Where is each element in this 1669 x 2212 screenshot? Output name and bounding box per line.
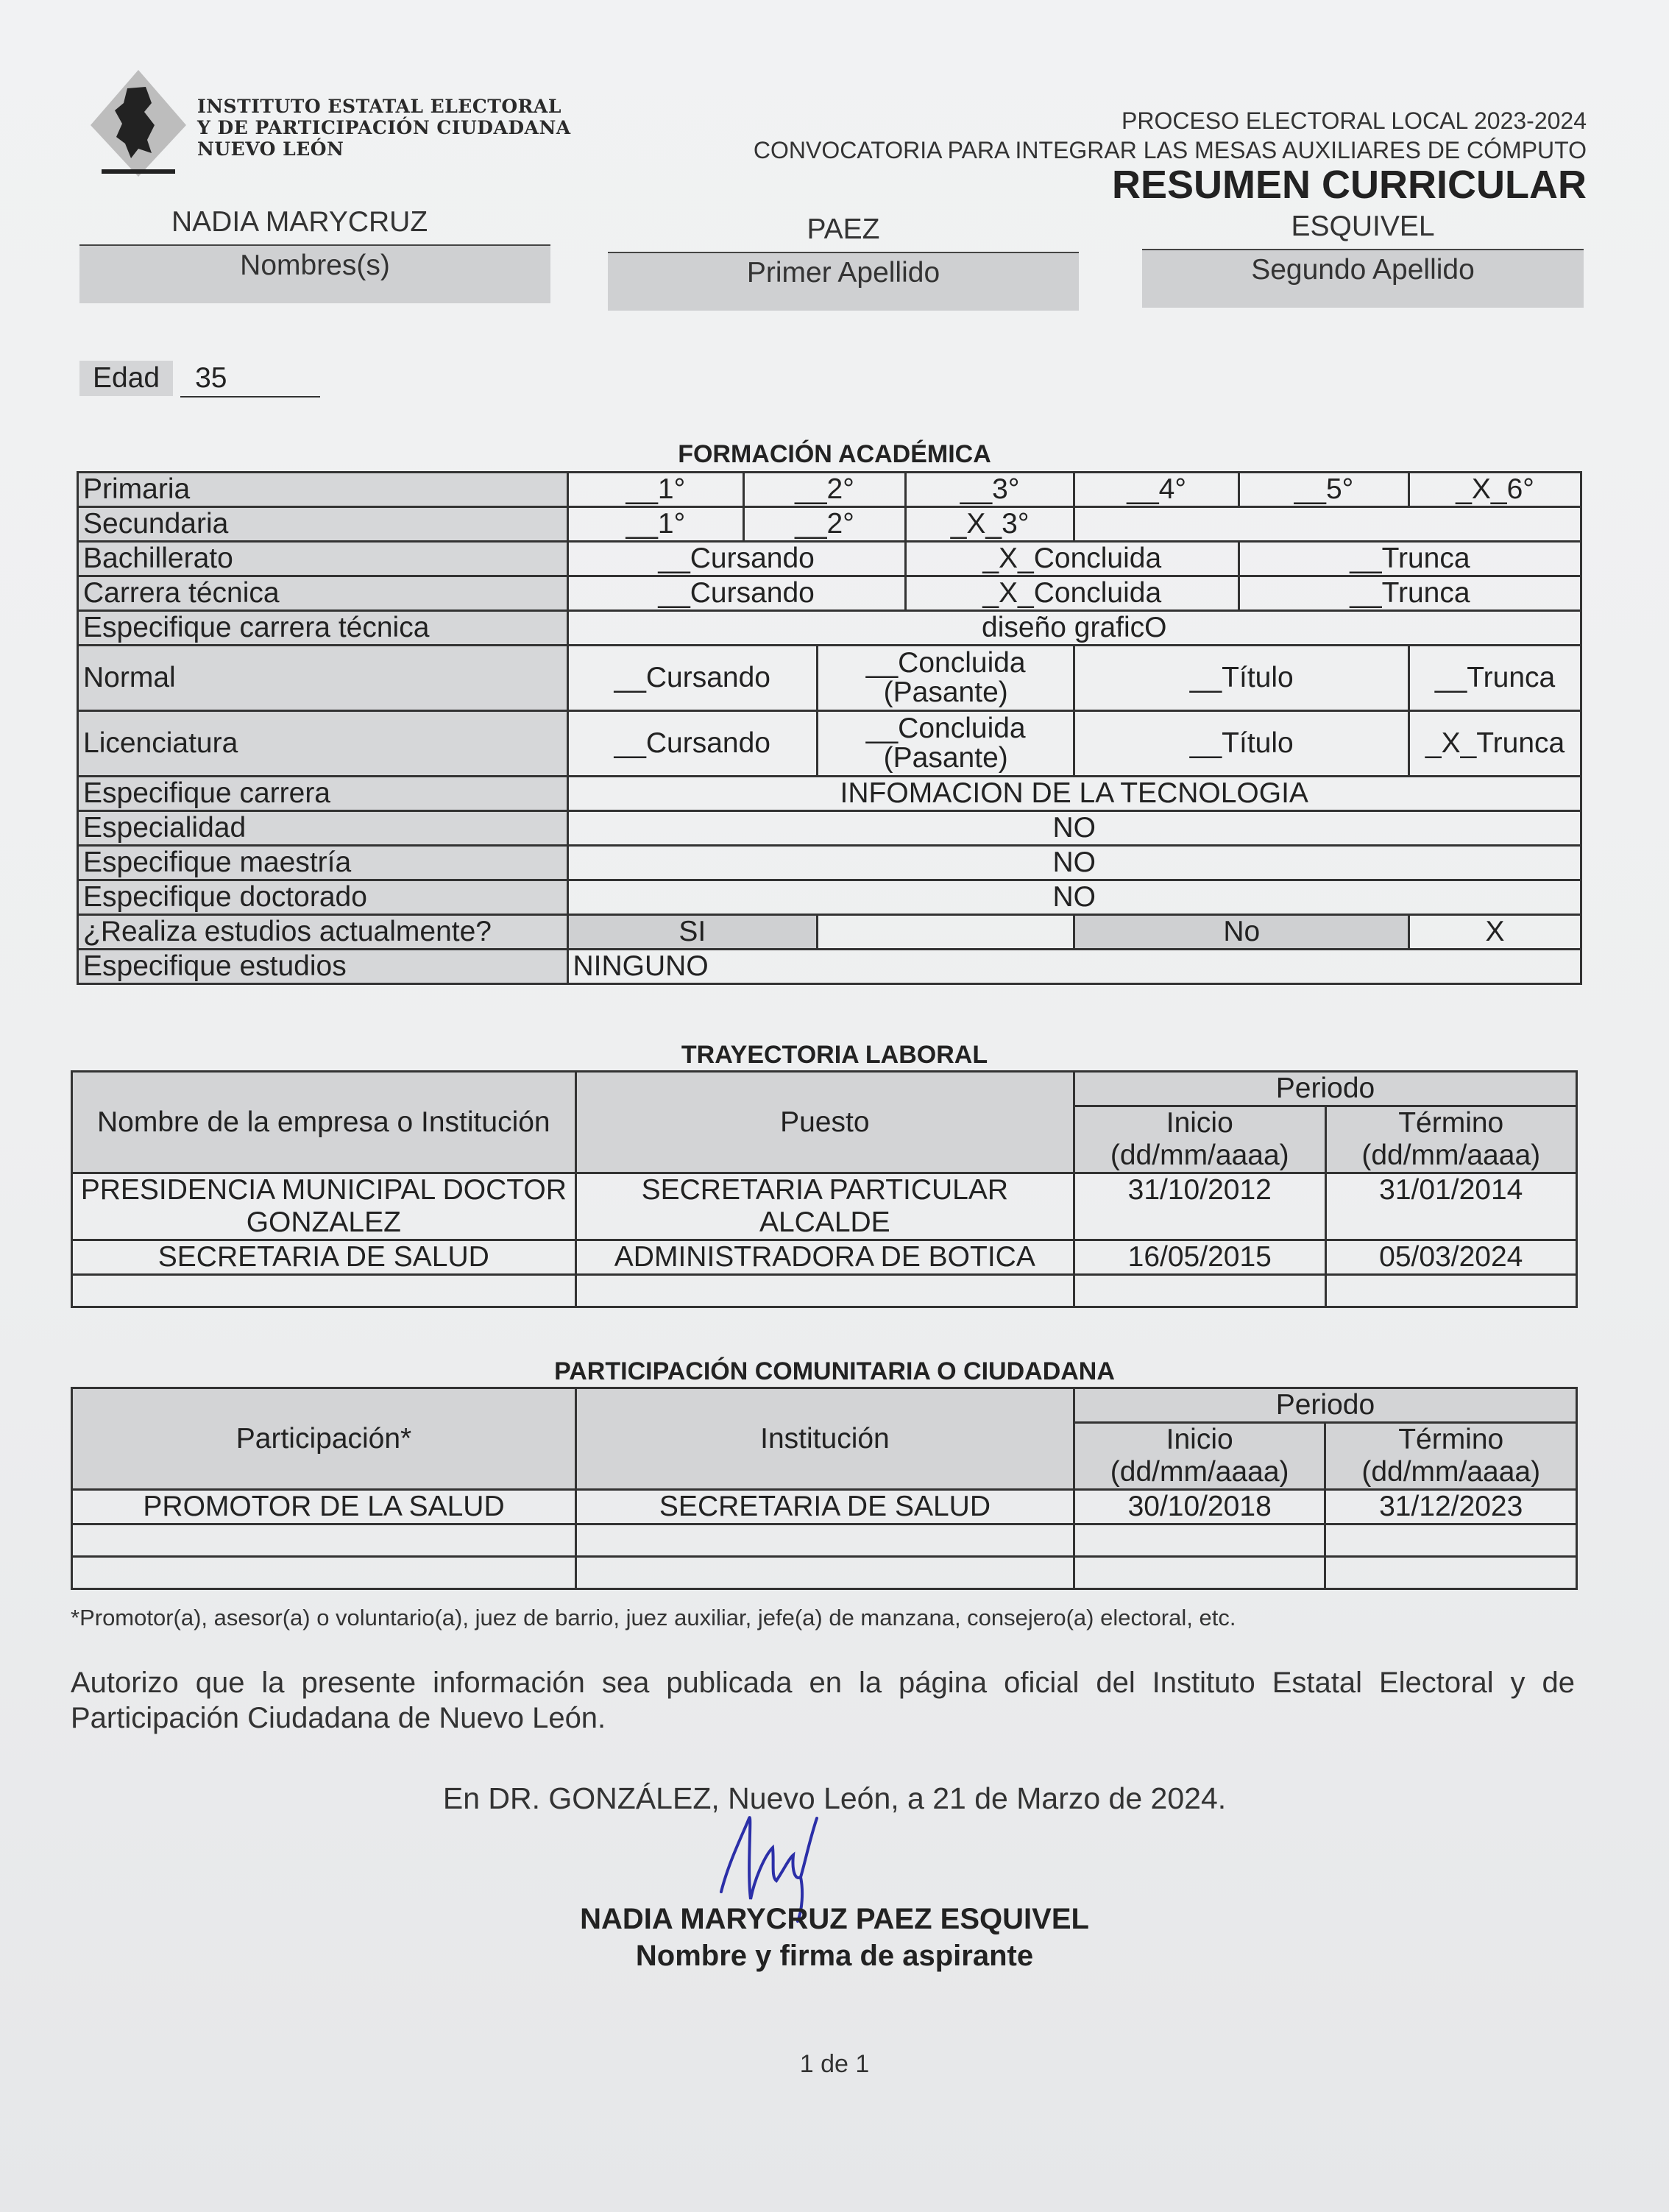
table-cell: Licenciatura: [78, 711, 568, 777]
lugar-fecha: En DR. GONZÁLEZ, Nuevo León, a 21 de Marzo de 2024.: [442, 1781, 1227, 1815]
table-cell: __Trunca: [1409, 646, 1581, 711]
especifique-carrera-row: [78, 777, 1581, 811]
table-cell: ¿Realiza estudios actualmente?: [78, 915, 568, 950]
table-cell: [72, 1524, 576, 1557]
table-cell: __Trunca: [1239, 542, 1581, 576]
secundaria-row: [78, 507, 1581, 542]
table-cell: SECRETARIA PARTICULAR ALCALDE: [575, 1173, 1074, 1240]
table-cell: __Título: [1074, 646, 1409, 711]
process-title: PROCESO ELECTORAL LOCAL 2023-2024: [1121, 107, 1587, 134]
table-cell: 30/10/2018: [1074, 1490, 1325, 1524]
table-cell: 16/05/2015: [1074, 1240, 1325, 1275]
table-row: [72, 1275, 1577, 1307]
autorizacion-text: Autorizo que la presente información sea publicada en la página oficial del Instituto Estatal Electoral y de Participación Ciudadana de Nuevo León.: [71, 1667, 1575, 1734]
especialidad-row: [78, 811, 1581, 846]
bachillerato-row: [78, 542, 1581, 576]
table-cell: ADMINISTRADORA DE BOTICA: [575, 1240, 1074, 1275]
segundo-apellido-field: ESQUIVEL Segundo Apellido: [1142, 205, 1584, 308]
table-cell: No: [1074, 915, 1409, 950]
table-cell: [1074, 1275, 1325, 1307]
table-cell: __5°: [1239, 473, 1408, 507]
table-row: [72, 1173, 1577, 1240]
table-cell: [1074, 1557, 1325, 1589]
table-cell: Especifique doctorado: [78, 880, 568, 915]
iee-logo-icon: [87, 66, 190, 184]
table-cell: NO: [567, 811, 1581, 846]
table-cell: Especifique maestría: [78, 846, 568, 880]
table-cell: Término (dd/mm/aaaa): [1325, 1106, 1577, 1173]
especifique-tecnica-row: [78, 611, 1581, 646]
table-cell: [1074, 1524, 1325, 1557]
licenciatura-row: [78, 711, 1581, 777]
table-row: [72, 1072, 1577, 1106]
table-cell: 31/01/2014: [1325, 1173, 1577, 1240]
table-cell: Inicio (dd/mm/aaaa): [1074, 1106, 1325, 1173]
table-cell: diseño graficO: [567, 611, 1581, 646]
table-cell: X: [1409, 915, 1581, 950]
table-cell: Normal: [78, 646, 568, 711]
firma-nombre: NADIA MARYCRUZ PAEZ ESQUIVEL: [580, 1903, 1089, 1935]
maestria-row: [78, 846, 1581, 880]
table-cell: __Título: [1074, 711, 1409, 777]
table-cell: __Concluida (Pasante): [818, 711, 1074, 777]
table-row: [72, 1557, 1577, 1589]
table-cell: _X_Concluida: [905, 542, 1239, 576]
table-cell: Periodo: [1074, 1388, 1576, 1423]
formacion-title: FORMACIÓN ACADÉMICA: [678, 440, 991, 468]
table-cell: Periodo: [1074, 1072, 1577, 1106]
table-cell: Término (dd/mm/aaaa): [1325, 1423, 1577, 1490]
table-cell: Secundaria: [78, 507, 568, 542]
table-cell: _X_Concluida: [905, 576, 1239, 611]
table-cell: _X_Trunca: [1409, 711, 1581, 777]
table-cell: Carrera técnica: [78, 576, 568, 611]
table-cell: __Cursando: [567, 542, 905, 576]
table-cell: __2°: [744, 507, 906, 542]
table-cell: PROMOTOR DE LA SALUD: [72, 1490, 576, 1524]
table-cell: Especifique carrera: [78, 777, 568, 811]
institute-name: INSTITUTO ESTATAL ELECTORAL Y DE PARTICIPACIÓN CIUDADANA NUEVO LEÓN: [197, 96, 571, 160]
participacion-table: [71, 1387, 1578, 1590]
table-cell: NINGUNO: [567, 950, 1581, 984]
table-cell: [1325, 1275, 1577, 1307]
trayectoria-table: [71, 1070, 1578, 1308]
edad-field: Edad 35: [79, 361, 320, 397]
table-cell: SI: [567, 915, 818, 950]
table-cell: __Cursando: [567, 576, 905, 611]
table-cell: _X_6°: [1409, 473, 1581, 507]
page-title: RESUMEN CURRICULAR: [1112, 163, 1587, 207]
primer-apellido-field: PAEZ Primer Apellido: [608, 208, 1079, 311]
convocatoria-title: CONVOCATORIA PARA INTEGRAR LAS MESAS AUXILIARES DE CÓMPUTO: [753, 137, 1587, 163]
table-cell: [1325, 1557, 1577, 1589]
carrera-tecnica-row: [78, 576, 1581, 611]
table-cell: 31/10/2012: [1074, 1173, 1325, 1240]
table-cell: [1325, 1524, 1577, 1557]
table-cell: [72, 1557, 576, 1589]
table-cell: __2°: [744, 473, 906, 507]
table-row: [72, 1490, 1577, 1524]
formacion-table: [77, 471, 1582, 985]
table-cell: Especifique estudios: [78, 950, 568, 984]
table-cell: 31/12/2023: [1325, 1490, 1577, 1524]
normal-row: [78, 646, 1581, 711]
table-cell: PRESIDENCIA MUNICIPAL DOCTOR GONZALEZ: [72, 1173, 576, 1240]
footnote: *Promotor(a), asesor(a) o voluntario(a), juez de barrio, juez auxiliar, jefe(a) de manzana, consejero(a) electoral, etc.: [71, 1605, 1236, 1630]
table-row: [72, 1388, 1577, 1423]
table-cell: Participación*: [72, 1388, 576, 1490]
table-cell: __Cursando: [567, 711, 818, 777]
table-cell: Especialidad: [78, 811, 568, 846]
table-cell: Primaria: [78, 473, 568, 507]
table-cell: __3°: [905, 473, 1074, 507]
table-cell: __1°: [567, 473, 744, 507]
table-cell: Especifique carrera técnica: [78, 611, 568, 646]
table-cell: Institución: [576, 1388, 1074, 1490]
table-cell: [576, 1557, 1074, 1589]
table-cell: NO: [567, 880, 1581, 915]
table-cell: Nombre de la empresa o Institución: [72, 1072, 576, 1173]
table-cell: _X_3°: [905, 507, 1074, 542]
table-cell: SECRETARIA DE SALUD: [576, 1490, 1074, 1524]
table-cell: [72, 1275, 576, 1307]
page-number: 1 de 1: [799, 2050, 870, 2078]
trayectoria-title: TRAYECTORIA LABORAL: [681, 1041, 988, 1069]
table-cell: __Cursando: [567, 646, 818, 711]
table-cell: __Concluida (Pasante): [818, 646, 1074, 711]
process-header: [754, 106, 1587, 165]
table-cell: SECRETARIA DE SALUD: [72, 1240, 576, 1275]
participacion-title: PARTICIPACIÓN COMUNITARIA O CIUDADANA: [554, 1357, 1115, 1385]
especifique-estudios-row: [78, 950, 1581, 984]
table-cell: NO: [567, 846, 1581, 880]
primaria-row: [78, 473, 1581, 507]
table-cell: [1074, 507, 1581, 542]
table-cell: INFOMACION DE LA TECNOLOGIA: [567, 777, 1581, 811]
table-cell: Bachillerato: [78, 542, 568, 576]
estudios-actuales-row: [78, 915, 1581, 950]
table-cell: 05/03/2024: [1325, 1240, 1577, 1275]
table-cell: __4°: [1074, 473, 1239, 507]
table-cell: __1°: [567, 507, 744, 542]
doctorado-row: [78, 880, 1581, 915]
table-row: [72, 1524, 1577, 1557]
table-cell: Inicio (dd/mm/aaaa): [1074, 1423, 1325, 1490]
table-cell: [576, 1524, 1074, 1557]
firma-label: Nombre y firma de aspirante: [635, 1940, 1034, 1972]
table-row: [72, 1240, 1577, 1275]
table-cell: Puesto: [575, 1072, 1074, 1173]
table-cell: __Trunca: [1239, 576, 1581, 611]
table-cell: [818, 915, 1074, 950]
table-cell: [575, 1275, 1074, 1307]
nombres-field: NADIA MARYCRUZ Nombres(s): [79, 200, 550, 303]
